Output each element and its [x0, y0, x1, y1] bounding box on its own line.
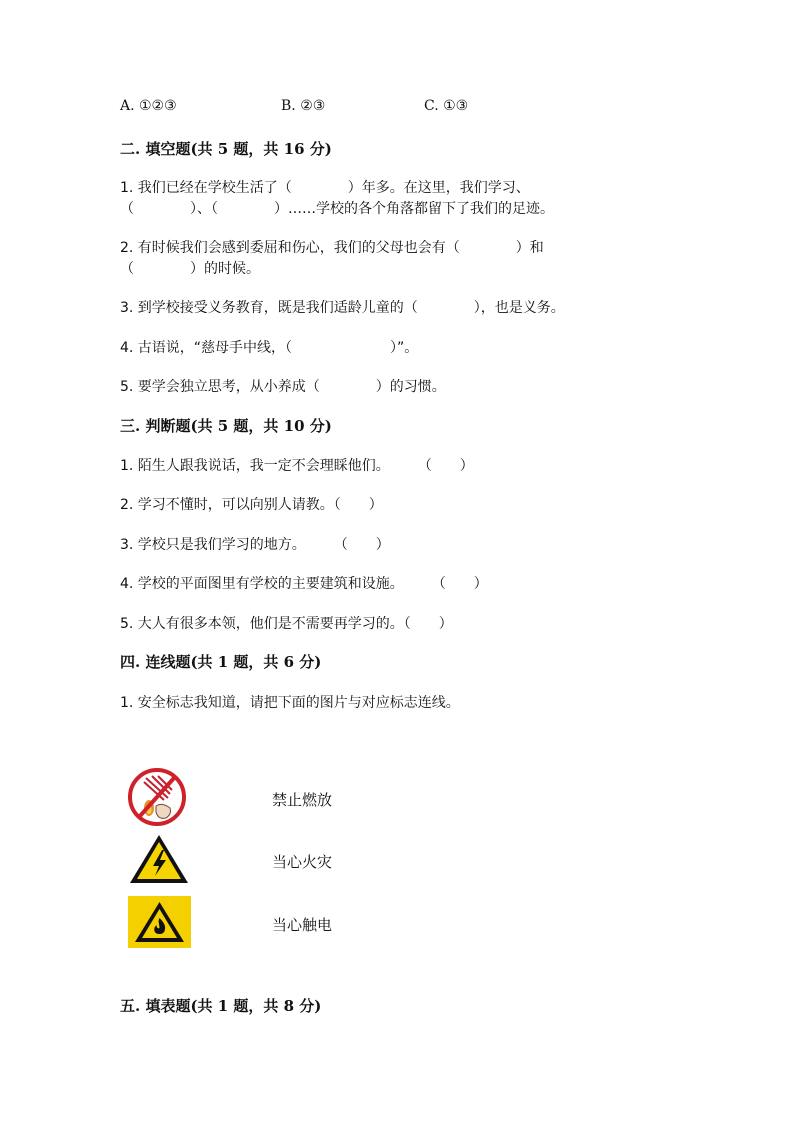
tf-q4: 4. 学校的平面图里有学校的主要建筑和设施。 （ ） [120, 576, 488, 592]
option-b: B. ②③ [281, 98, 326, 114]
tf-q3: 3. 学校只是我们学习的地方。 （ ） [120, 537, 390, 553]
fill-q1-line1: 1. 我们已经在学校生活了（ ）年多。在这里，我们学习、 [120, 180, 530, 196]
label-no-firecrackers: 禁止燃放 [272, 791, 333, 809]
matching-question: 1. 安全标志我知道，请把下面的图片与对应标志连线。 [120, 695, 460, 711]
fill-q2-line1: 2. 有时候我们会感到委屈和伤心，我们的父母也会有（ ）和 [120, 240, 544, 256]
fill-q4: 4. 古语说，“慈母手中线，（ ）”。 [120, 340, 419, 356]
no-firecrackers-sign-icon [128, 768, 186, 830]
fire-warning-icon [128, 896, 191, 952]
fill-q5: 5. 要学会独立思考，从小养成（ ）的习惯。 [120, 379, 446, 395]
section-title-matching: 四. 连线题(共 1 题，共 6 分) [120, 653, 322, 671]
label-electric-shock: 当心触电 [272, 916, 333, 934]
fill-q2-line2: （ ）的时候。 [120, 261, 260, 277]
option-a: A. ①②③ [120, 98, 177, 114]
section-title-fill-in: 二. 填空题(共 5 题，共 16 分) [120, 140, 332, 158]
tf-q1: 1. 陌生人跟我说话，我一定不会理睬他们。 （ ） [120, 458, 474, 474]
tf-q2: 2. 学习不懂时，可以向别人请教。（ ） [120, 497, 383, 513]
fill-q3: 3. 到学校接受义务教育，既是我们适龄儿童的（ ），也是义务。 [120, 300, 565, 316]
fill-q1-line2: （ ）、（ ）……学校的各个角落都留下了我们的足迹。 [120, 201, 554, 217]
electric-shock-warning-icon [128, 833, 190, 889]
section-title-true-false: 三. 判断题(共 5 题，共 10 分) [120, 417, 332, 435]
section-title-fill-table: 五. 填表题(共 1 题，共 8 分) [120, 997, 322, 1015]
tf-q5: 5. 大人有很多本领，他们是不需要再学习的。（ ） [120, 616, 453, 632]
label-fire-warning: 当心火灾 [272, 853, 333, 871]
option-c: C. ①③ [424, 98, 469, 114]
